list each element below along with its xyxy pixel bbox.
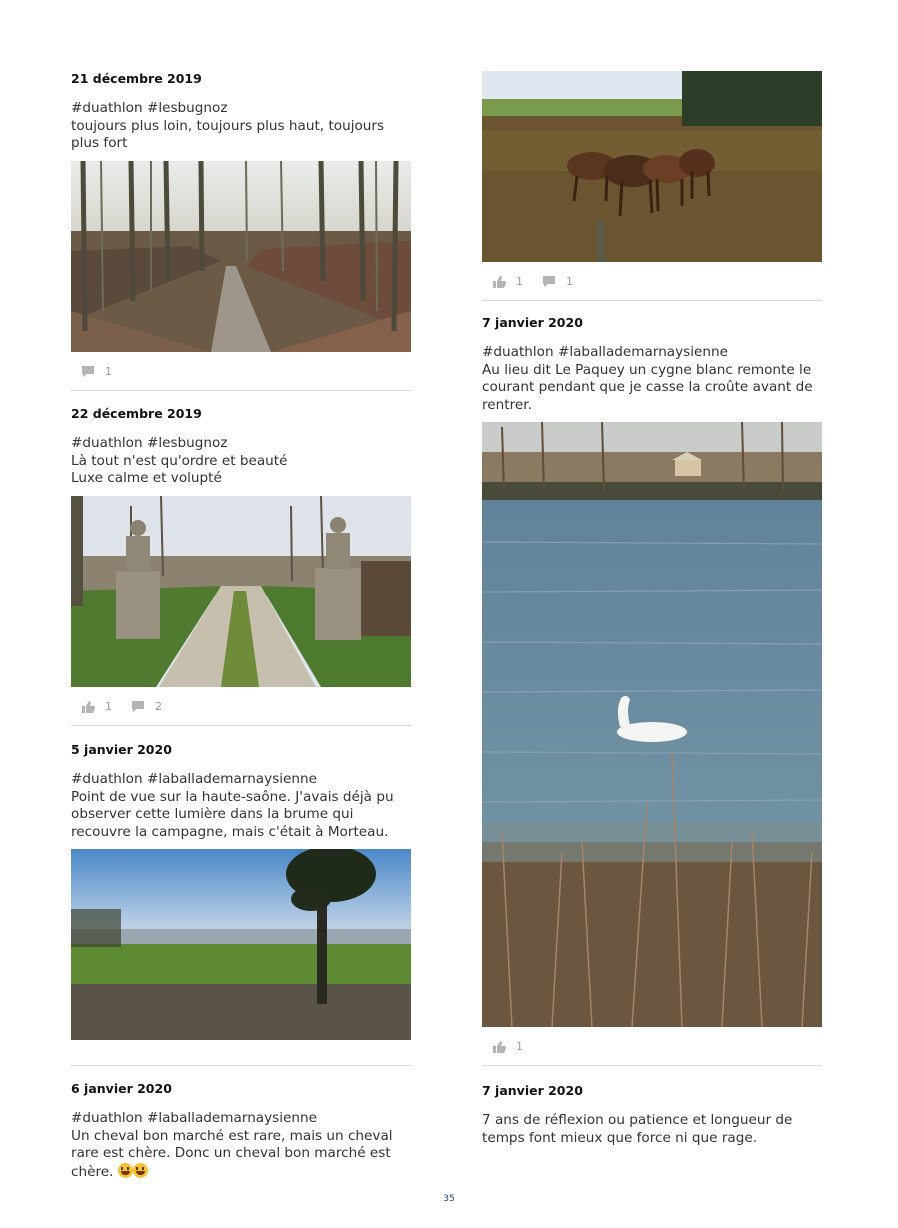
post-text	[71, 1110, 411, 1181]
comment-count-value: 2	[155, 699, 162, 713]
like-count-value: 1	[105, 699, 112, 713]
grinning-face-icon	[133, 1163, 148, 1178]
thumbs-up-icon	[492, 275, 506, 288]
post-meta	[71, 1040, 411, 1066]
swan-lake-photo	[482, 422, 822, 1027]
post-line	[71, 1163, 411, 1182]
post-text	[71, 771, 411, 841]
post-meta	[71, 352, 411, 391]
post-line: plus fort	[71, 135, 128, 151]
post-line: courant pendant que je casse la croûte avant de	[482, 379, 813, 395]
post-text	[71, 100, 411, 153]
post-line: rare est chère. Donc un cheval bon marché est	[71, 1145, 391, 1161]
like-count-value: 1	[516, 275, 523, 288]
post-text	[482, 344, 822, 414]
like-count-value: 1	[516, 1040, 523, 1053]
comment-count[interactable]	[542, 275, 573, 288]
post-hashtags: #duathlon #laballademarnaysienne	[71, 1110, 318, 1126]
post-line: Là tout n'est qu'ordre et beauté	[71, 452, 288, 469]
like-count[interactable]	[492, 275, 523, 288]
speech-bubble-icon	[542, 275, 556, 288]
post-line: observer cette lumière dans la brume qui	[71, 806, 354, 822]
post-date: 5 janvier 2020	[71, 742, 172, 757]
post-line: recouvre la campagne, mais c'était à Morteau.	[71, 823, 389, 840]
post-line: Point de vue sur la haute-saône. J'avais déjà pu	[71, 788, 394, 805]
comment-count[interactable]	[81, 365, 112, 378]
grinning-face-icon	[118, 1163, 133, 1178]
post-text	[482, 1112, 822, 1147]
post	[71, 742, 411, 1066]
post-date: 6 janvier 2020	[71, 1081, 172, 1096]
gate-pillars-path-photo	[71, 496, 411, 687]
post-line: rentrer.	[482, 396, 532, 413]
like-count[interactable]	[81, 700, 112, 713]
post	[482, 315, 822, 1066]
post-line: Au lieu dit Le Paquey un cygne blanc remonte le	[482, 361, 812, 378]
like-count[interactable]	[492, 1040, 523, 1053]
comment-count[interactable]	[131, 700, 162, 713]
post-line: Luxe calme et volupté	[71, 470, 222, 486]
post-meta	[482, 1027, 822, 1066]
post-hashtags: #duathlon #laballademarnaysienne	[482, 344, 729, 360]
comment-count-value: 1	[105, 364, 112, 378]
post-meta	[482, 262, 822, 301]
post	[71, 406, 411, 726]
page-number: 35	[443, 1194, 455, 1204]
post-line: Un cheval bon marché est rare, mais un cheval	[71, 1127, 393, 1144]
speech-bubble-icon	[131, 700, 145, 713]
horses-photo	[482, 71, 822, 262]
post	[71, 1081, 411, 1181]
post-date: 7 janvier 2020	[482, 315, 583, 330]
post-hashtags: #duathlon #lesbugnoz	[71, 435, 228, 451]
post	[482, 63, 822, 301]
post-date: 21 décembre 2019	[71, 71, 202, 86]
post-date: 7 janvier 2020	[482, 1083, 583, 1098]
post	[71, 71, 411, 391]
comment-count-value: 1	[566, 275, 573, 288]
countryside-view-photo	[71, 849, 411, 1040]
post	[482, 1083, 822, 1147]
post-line: temps font mieux que force ni que rage.	[482, 1129, 758, 1146]
post-line: 7 ans de réflexion ou patience et longueur de	[482, 1112, 793, 1128]
post-line: toujours plus loin, toujours plus haut, toujours	[71, 117, 385, 134]
speech-bubble-icon	[81, 365, 95, 378]
post-meta	[71, 687, 411, 726]
post-hashtags: #duathlon #lesbugnoz	[71, 100, 228, 116]
post-line-text: chère.	[71, 1163, 114, 1180]
thumbs-up-icon	[81, 700, 95, 713]
post-date: 22 décembre 2019	[71, 406, 202, 421]
thumbs-up-icon	[492, 1040, 506, 1053]
post-text	[71, 435, 411, 488]
post-hashtags: #duathlon #laballademarnaysienne	[71, 771, 318, 787]
forest-path-photo	[71, 161, 411, 352]
